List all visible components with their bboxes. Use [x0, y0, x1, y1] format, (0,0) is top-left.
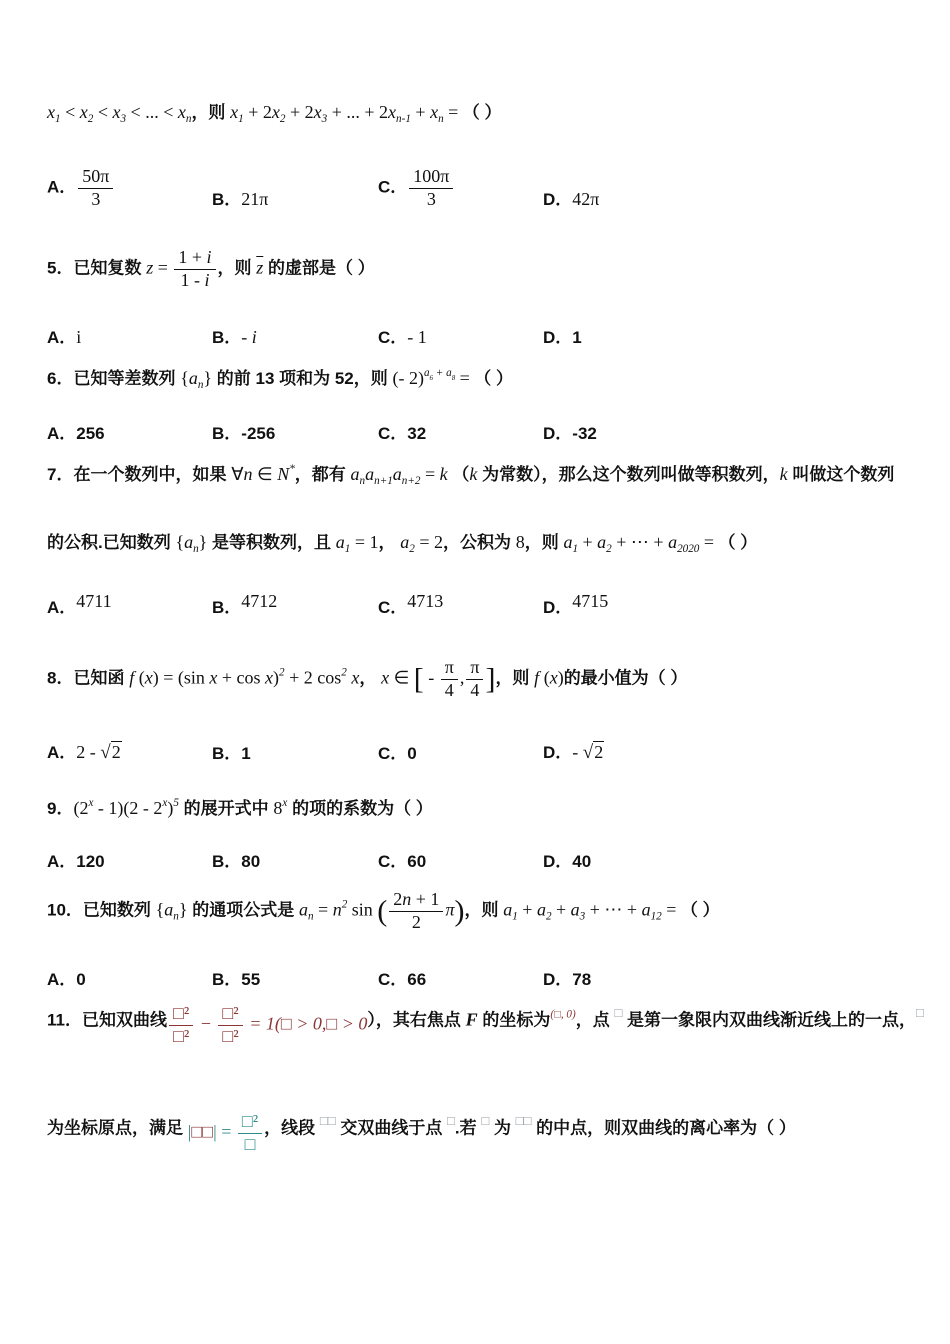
question-9-option-c: C．60	[378, 852, 427, 871]
question-6-stem: 6．已知等差数列 $\{a_n\}$ 的前 13 项和为 52，则 (- 2)$^{a_6 + a_8}$ = （ ）	[47, 367, 514, 391]
question-6-option-b: B．-256	[212, 424, 276, 443]
question-5-option-c: C．- 1	[378, 327, 427, 347]
question-10-option-c: C．66	[378, 970, 427, 989]
question-6-option-a: A．256	[47, 424, 105, 443]
question-5-option-b: B．- i	[212, 327, 257, 347]
question-6-option-d: D．-32	[543, 424, 597, 443]
question-8-stem: 8．已知函 f (x) = (sin x + cos x)$^2$ + 2 $\cos^2 x$， x ∈ [ - $\frac{\pi}{4}$ , $\frac{\pi}{4}$ ]，则 f (x)的最小值为（ ）	[47, 657, 688, 700]
question-7-option-b: B．4712	[212, 591, 278, 617]
question-5-option-a: A．i	[47, 327, 82, 347]
question-10-option-a: A．0	[47, 970, 86, 989]
question-7-option-a: A．4711	[47, 591, 112, 617]
question-11-stem-line-1: 11．已知双曲线 $\frac{\text{□²}}{\text{□²}}$ − $\frac{\text{□²}}{\text{□²}}$ = 1(□ > 0,□ > 0），其右焦点 F 的坐标为$^{(□, 0)}$，点 □ 是第一象限内双曲线渐近线上的一点，□	[47, 1003, 924, 1046]
question-11-stem-line-2: 为坐标原点，满足 |□□| = $\frac{\text{□²}}{□}$ ，线段 □□ 交双曲线于点 □.若 □ 为 □□ 的中点，则双曲线的离心率为（ ）	[47, 1111, 796, 1154]
question-10-stem: 10．已知数列 $\{a_n\}$ 的通项公式是 $a_n = n^2$ sin ( $\frac{2n + 1}{2}$ π)，则 $a_1 + a_2 + a_3$ + ⋯ + $a_{12}$ = （ ）	[47, 889, 720, 932]
question-9-stem: 9．(2$^x$ - 1)(2 - 2$^x$)$^5$ 的展开式中 8$^x$ 的项的系数为（ ）	[47, 797, 433, 818]
question-4-option-c: C． $\frac{100\pi}{3}$	[378, 167, 455, 210]
question-7-stem-line-2: 的公积.已知数列 $\{a_n\}$ 是等积数列，且 $a_1 = 1$， $a_2 = 2$，公积为 8，则 $a_1 + a_2$ + ⋯ + $a_{2020}$ = （ ）	[47, 532, 758, 555]
question-8-option-c: C．0	[378, 744, 417, 763]
question-7-option-c: C．4713	[378, 591, 444, 617]
question-4-stem-continuation: $x_1 < x_2 < x_3$ < ... < $x_n$，则 $x_1 + 2x_2 + 2x_3$ + ... + $2x_{n-1} + x_n$ = （ ）	[47, 102, 502, 125]
question-7-option-d: D．4715	[543, 591, 609, 617]
question-7-stem-line-1: 7．在一个数列中，如果 ∀n ∈ N*，都有 $a_na_{n+1}a_{n+2} = k$ （k 为常数），那么这个数列叫做等积数列，k 叫做这个数列	[47, 463, 895, 487]
question-10-option-b: B．55	[212, 970, 261, 989]
question-9-option-b: B．80	[212, 852, 261, 871]
question-10-option-d: D．78	[543, 970, 592, 989]
question-8-option-a: A．2 - √2	[47, 742, 121, 763]
question-4-option-b: B．21π	[212, 189, 269, 209]
question-8-option-b: B．1	[212, 744, 251, 763]
question-4-option-a: A． $\frac{50\pi}{3}$	[47, 167, 115, 210]
question-9-option-a: A．120	[47, 852, 105, 871]
question-8-option-d: D．- √2	[543, 742, 604, 763]
question-6-option-c: C．32	[378, 424, 427, 443]
question-5-stem: 5．已知复数 z = $\frac{1 + i}{1 - i}$ ，则 $\overline{z}$ 的虚部是（ ）	[47, 247, 375, 290]
question-4-option-d: D．42π	[543, 189, 600, 209]
question-9-option-d: D．40	[543, 852, 592, 871]
question-5-option-d: D．1	[543, 328, 582, 347]
